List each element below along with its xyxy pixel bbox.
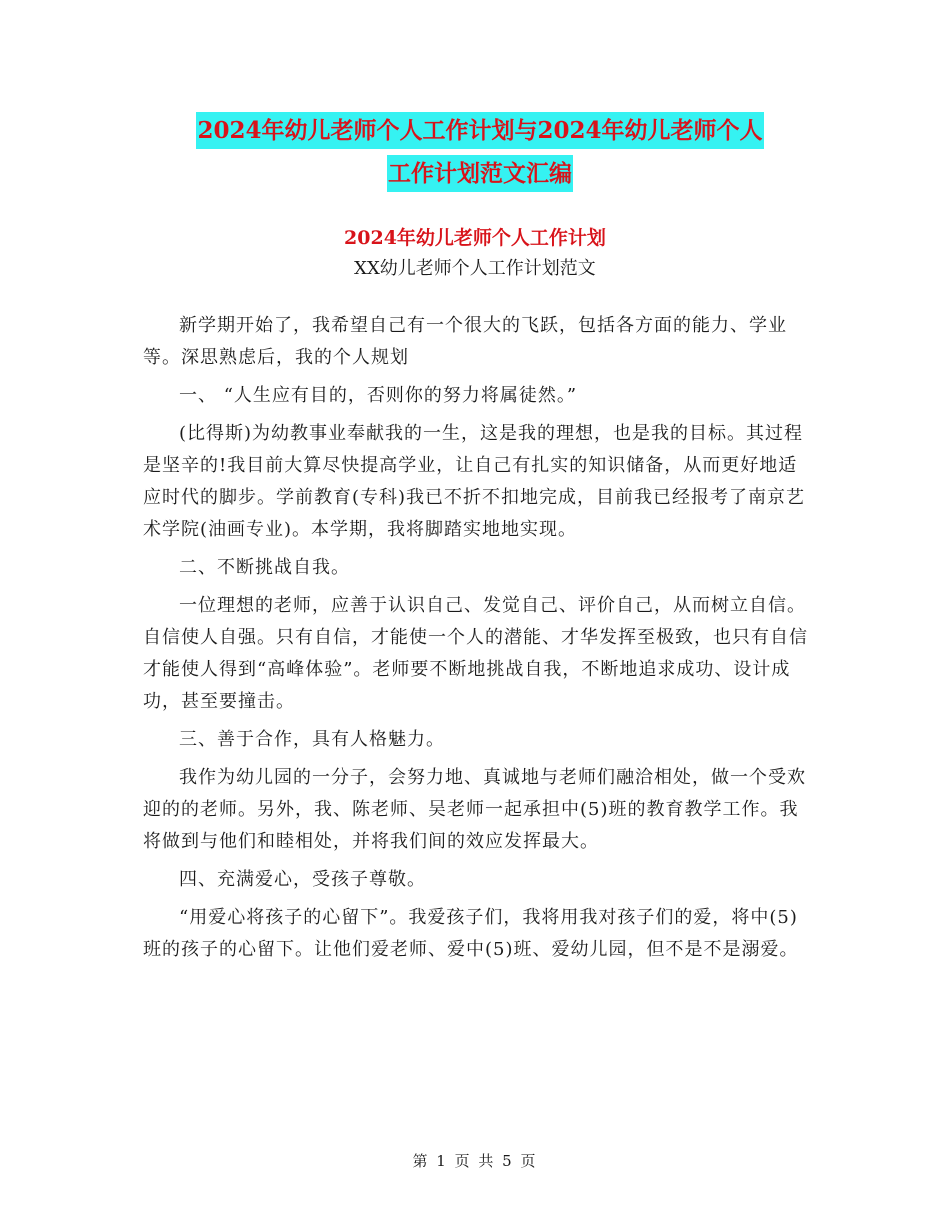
document-title <box>140 112 820 192</box>
title-line-2: 工作计划范文汇编 <box>387 155 573 192</box>
paragraph: 新学期开始了，我希望自己有一个很大的飞跃，包括各方面的能力、学业等。深思熟虑后，我的个人规划 <box>143 315 787 368</box>
paragraph: 三、善于合作，具有人格魅力。 <box>179 729 445 750</box>
paragraph: “用爱心将孩子的心留下”。我爱孩子们，我将用我对孩子们的爱，将中(5)班的孩子的心留下。让他们爱老师、爱中(5)班、爱幼儿园，但不是不是溺爱。 <box>143 907 799 960</box>
section-subheading: XX幼儿老师个人工作计划范文 <box>354 258 596 279</box>
paragraph: (比得斯)为幼教事业奉献我的一生，这是我的理想，也是我的目标。其过程是坚辛的!我目前大算尽快提高学业，让自己有扎实的知识储备，从而更好地适应时代的脚步。学前教育(专科)我已不折不扣地完成，目前我已经报考了南京艺术学院(油画专业)。本学期，我将脚踏实地地实现。 <box>143 423 806 540</box>
document-body <box>143 310 808 966</box>
paragraph: 一位理想的老师，应善于认识自己、发觉自己、评价自己，从而树立自信。自信使人自强。只有自信，才能使一个人的潜能、才华发挥至极致，也只有自信才能使人得到“高峰体验”。老师要不断地挑战自我，不断地追求成功、设计成功，甚至要撞击。 <box>143 595 808 712</box>
section-heading: 2024年幼儿老师个人工作计划 <box>344 227 606 249</box>
title-line-1: 2024年幼儿老师个人工作计划与2024年幼儿老师个人 <box>196 112 763 149</box>
paragraph: 一、 “人生应有目的，否则你的努力将属徒然。” <box>179 385 578 406</box>
paragraph: 二、不断挑战自我。 <box>179 557 350 578</box>
paragraph: 四、充满爱心，受孩子尊敬。 <box>179 869 426 890</box>
paragraph: 我作为幼儿园的一分子，会努力地、真诚地与老师们融洽相处，做一个受欢迎的的老师。另外，我、陈老师、吴老师一起承担中(5)班的教育教学工作。我将做到与他们和睦相处，并将我们间的效应发挥最大。 <box>143 767 806 852</box>
page-footer: 第 1 页 共 5 页 <box>412 1152 538 1170</box>
